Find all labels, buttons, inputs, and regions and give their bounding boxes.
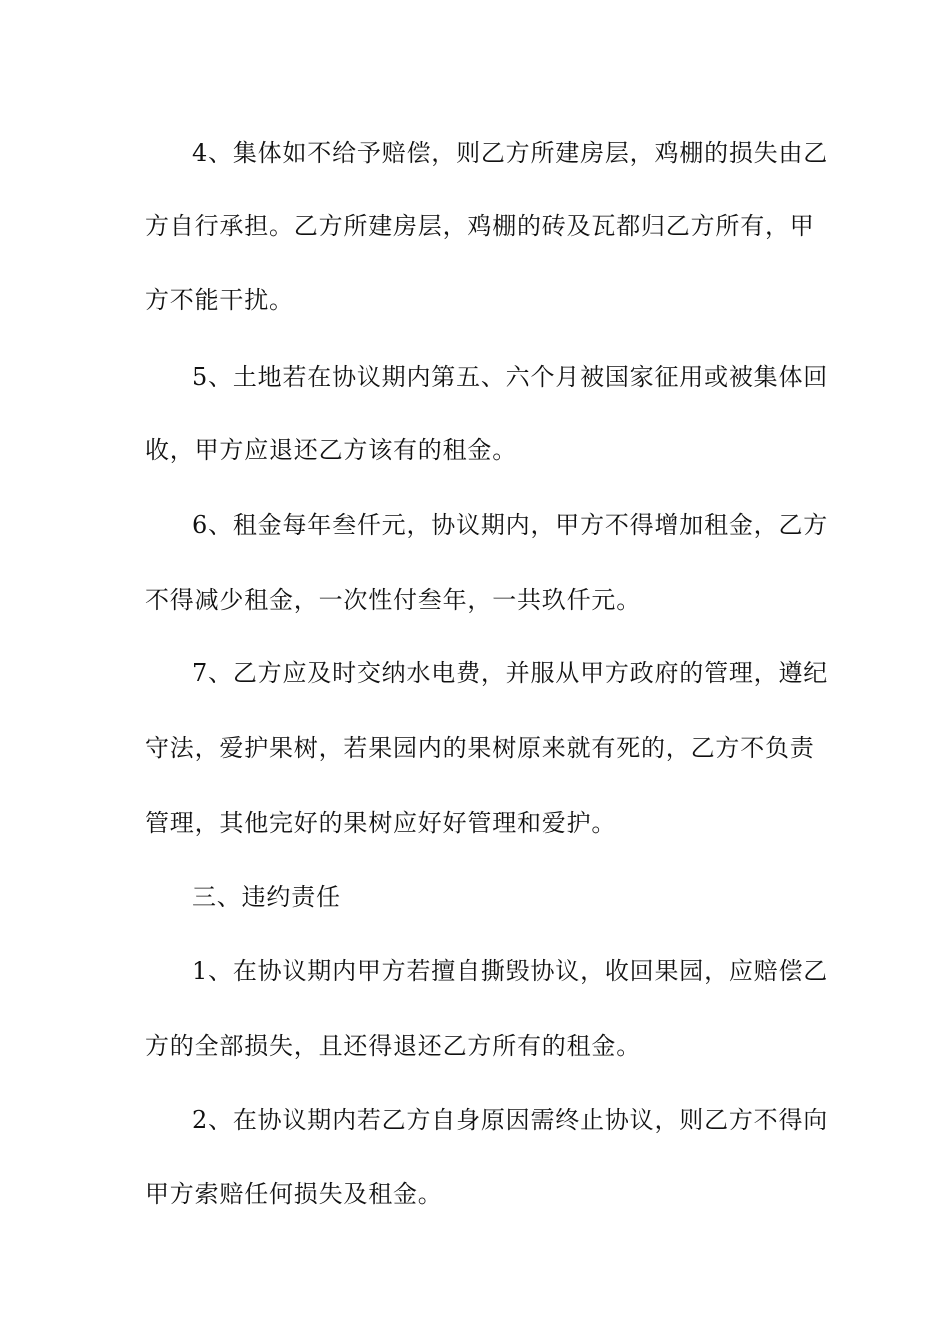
clause-7-line-2: 守法，爱护果树，若果园内的果树原来就有死的，乙方不负责 xyxy=(145,734,815,762)
clause-6-line-2: 不得减少租金，一次性付叁年，一共玖仟元。 xyxy=(145,586,641,614)
clause-7-line-3: 管理，其他完好的果树应好好管理和爱护。 xyxy=(145,809,617,837)
clause-7-line-1: 7、乙方应及时交纳水电费，并服从甲方政府的管理，遵纪 xyxy=(192,659,829,687)
breach-clause-1-line-2: 方的全部损失，且还得退还乙方所有的租金。 xyxy=(145,1032,641,1060)
clause-4-line-1: 4、集体如不给予赔偿，则乙方所建房层，鸡棚的损失由乙 xyxy=(192,139,829,167)
breach-clause-2-line-1: 2、在协议期内若乙方自身原因需终止协议，则乙方不得向 xyxy=(192,1106,829,1134)
clause-5-line-2: 收，甲方应退还乙方该有的租金。 xyxy=(145,436,517,464)
clause-4-line-3: 方不能干扰。 xyxy=(145,286,294,314)
breach-clause-2-line-2: 甲方索赔任何损失及租金。 xyxy=(145,1180,443,1208)
section-heading-breach: 三、违约责任 xyxy=(192,883,341,911)
clause-6-line-1: 6、租金每年叁仟元，协议期内，甲方不得增加租金，乙方 xyxy=(192,511,829,539)
clause-4-line-2: 方自行承担。乙方所建房层，鸡棚的砖及瓦都归乙方所有，甲 xyxy=(145,212,815,240)
breach-clause-1-line-1: 1、在协议期内甲方若擅自撕毁协议，收回果园，应赔偿乙 xyxy=(192,957,829,985)
clause-5-line-1: 5、土地若在协议期内第五、六个月被国家征用或被集体回 xyxy=(192,363,829,391)
